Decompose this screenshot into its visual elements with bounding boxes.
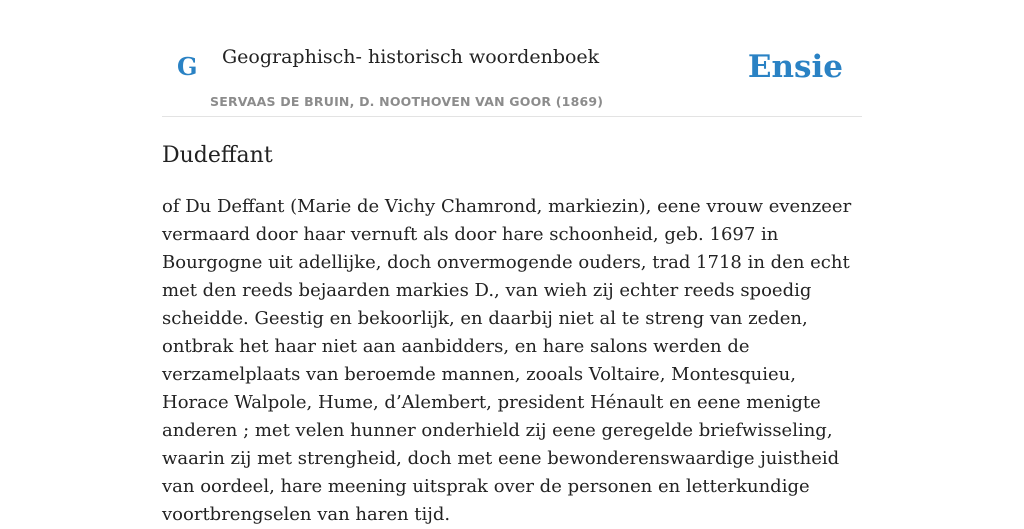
book-authors: SERVAAS DE BRUIN, D. NOOTHOVEN VAN GOOR (1869): [210, 94, 604, 109]
entry-body: of Du Deffant (Marie de Vichy Chamrond, markiezin), eene vrouw evenzeer vermaard door haar vernuft als door hare schoonheid, geb. 1697 in Bourgogne uit adellijke, doch onvermogende ouders, trad 1718 in den echt met den reeds bejaarden markies D., van wieh zij echter reeds spoedig scheidde. Geestig en bekoorlijk, en daarbij niet al te streng van zeden, ontbrak het haar niet aan aanbidders, en hare salons werden de verzamelplaats van beroemde mannen, zooals Voltaire, Montesquieu, Horace Walpole, Hume, d’Alembert, president Hénault en eene menigte anderen ; met velen hunner onderhield zij eene geregelde briefwisseling, waarin zij met strengheid, doch met eene bewonderenswaardige juistheid van oordeel, hare meening uitsprak over de personen en letterkundige voortbrengselen van haren tijd.: [162, 196, 852, 526]
book-title[interactable]: Geographisch- historisch woordenboek: [222, 46, 600, 68]
entry-title: Dudeffant: [162, 143, 273, 168]
book-logo[interactable]: G: [177, 52, 198, 81]
page: [162, 0, 862, 529]
ensie-logo[interactable]: Ensie: [747, 49, 843, 85]
header: [162, 0, 862, 117]
